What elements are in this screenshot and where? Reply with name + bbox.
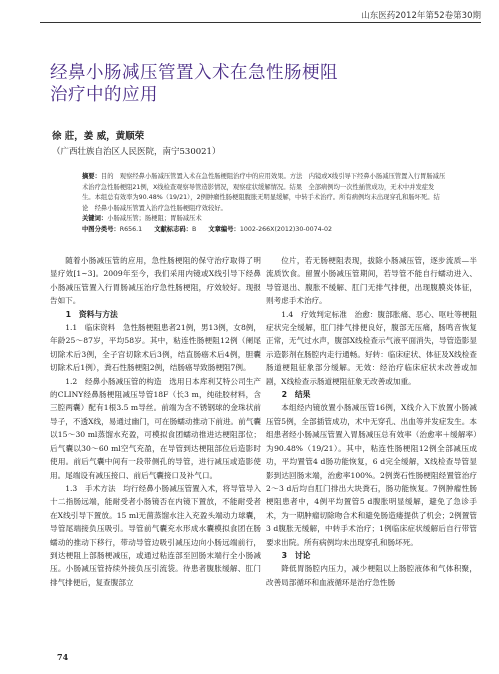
article-title — [50, 62, 470, 106]
abstract-label: 摘要： — [82, 173, 101, 180]
article-no-value: 1002-266X(2012)30-0074-02 — [239, 225, 332, 233]
running-header — [0, 0, 499, 26]
keywords-row — [82, 214, 446, 225]
section-heading: 3 讨论 — [281, 550, 311, 560]
author-list: 徐 莊，姜 威，黄顺荣 — [52, 131, 145, 142]
affiliation: （广西壮族自治区人民医院，南宁530021） — [52, 147, 221, 157]
abstract — [82, 172, 446, 235]
body-paragraph: 随着小肠减压管的应用，急性肠梗阻的保守治疗取得了明显疗效[1~3]。2009年至今，我们采用内镜或X线引导下经鼻小肠减压管置入行胃肠减压治疗急性肠梗阻，疗效较好。现报告如下。 — [50, 256, 261, 306]
clc-value: R656.1 — [119, 225, 143, 233]
body-paragraph: 位片，若无肠梗阻表现，拔除小肠减压管，逐步流质—半流质饮食。留置小肠减压管期间，若导管不能自行蠕动进入、导管退出、腹胀不缓解、肛门无排气排便，出现腹膜炎体征，则考虑手术治疗。 — [266, 256, 477, 306]
abstract-body — [82, 172, 446, 214]
doc-code-value: B — [191, 225, 197, 233]
journal-line: 山东医药2012年第52卷第30期 — [361, 11, 481, 21]
classification-row — [82, 225, 446, 236]
keywords-text: 小肠减压管；肠梗阻；胃肠减压术 — [107, 215, 202, 222]
body-column-left — [50, 254, 261, 589]
article-no-label: 文章编号： — [208, 225, 240, 233]
page-number: 74 — [57, 652, 69, 662]
body-column-right — [266, 254, 477, 589]
title-line-2: 治疗中的应用 — [50, 85, 158, 105]
keywords-label: 关键词： — [82, 215, 108, 222]
section-heading: 1 资料与方法 — [65, 309, 118, 319]
body-paragraph: 本组经内镜放置小肠减压管16例，X线介入下放置小肠减压管5例，全部插管成功，术中无穿孔、出血等并发症发生。本组患者经小肠减压管置入胃肠减压总有效率（治愈率＋缓解率）为90.48%（19/21）。其中，粘连性肠梗阻12例全部减压成功，平均置管4 d肠功能恢复，6 d完全缓解，X线检查导管显影到达回肠末端，治愈率100%。2例粪石性肠梗阻经置管治疗2～3 d后均自肛门排出大块粪石，肠功能恢复。7例肿瘤性肠梗阻患者中，4例平均置管5 d腹胀明显缓解，避免了急诊手术，为一期肿瘤切除吻合术和避免肠造瘘提供了机会；2例置管3 d腹胀无缓解，中转手术治疗；1例临床症状缓解后自行带管要求出院。所有病例均未出现穿孔和肠坏死。 — [266, 403, 477, 547]
body-paragraph: 1.1 临床资料 急性肠梗阻患者21例，男13例，女8例，年龄25～87岁，平均58岁。其中，粘连性肠梗阻12例（阑尾切除术后3例，全子宫切除术后3例，结直肠癌术后4例，胆囊切除术后1例），粪石性肠梗阻2例，结肠癌导致肠梗阻7例。 — [50, 323, 261, 373]
header-rule — [40, 22, 481, 23]
body-paragraph: 1.4 疗效判定标准 治愈：腹部胀痛、恶心、呕吐等梗阻症状完全缓解，肛门排气排便良好，腹部无压痛，肠鸣音恢复正常，无气过水声，腹部X线检查示气液平面消失，导管造影显示造影剂在肠腔内走行通畅。好转：临床症状、体征及X线检查肠道梗阻征象部分缓解。无效：经治疗临床症状未改善或加剧，X线检查示肠道梗阻征象无改善或加重。 — [266, 309, 477, 386]
body-paragraph: 降低胃肠腔内压力，减少梗阻以上肠腔液体和气体积聚，改善局部循环和血液循环是治疗急性肠 — [266, 564, 477, 587]
body-paragraph: 1.2 经鼻小肠减压管的构造 选用日本库利艾特公司生产的CLINY经鼻肠梗阻减压导管18F（长3 m，纯硅胶材料，含三腔两囊）配有1根3.5 m导丝。前端为含不锈钢球的金珠状前导子，不透X线，易通过幽门，可在肠蠕动推动下前进。前气囊以15～30 ml蒸馏水充盈，可模拟食团蠕动推进达梗阻部位；后气囊以30～60 ml空气充盈，在导管到达梗阻部位后造影时使用。前后气囊中间有一段带侧孔的导管，进行减压或造影使用。尾端设有减压接口、前后气囊接口及补气口。 — [50, 376, 261, 480]
title-line-1: 经鼻小肠减压管置入术在急性肠梗阻 — [50, 63, 338, 83]
doc-code-label: 文献标志码： — [154, 225, 192, 233]
body-paragraph: 1.3 手术方法 均行经鼻小肠减压管置入术，将导管导入十二指肠远端，能耐受者小肠镜否在内镜下置放，不能耐受者在X线引导下置放。15 ml无菌蒸馏水注入充盈头端动力球囊，导管尾端接负压吸引。导管前气囊充水形成水囊模拟食团在肠蠕动的推动下移行，带动导管边吸引减压边向小肠远端前行，到达梗阻上部肠梗减压，或通过粘连部至回肠末端行全小肠减压。小肠减压管持续外接负压引流袋。待患者腹胀缓解、肛门排气排便后，复查腹部立 — [50, 483, 261, 587]
abstract-text: 目的 观察经鼻小肠减压管置入术在急性肠梗阻治疗中的应用效果。方法 内镜或X线引导下经鼻小肠减压管置入行胃肠减压术治疗急性肠梗阻21例，X线检查观察导管造影情况，观察症状缓解情况。结果 全部病例均一次性插管成功，无术中并发症发生。本组总有效率为90.48%（19/21），2例肿瘤性肠梗阻腹胀无明显缓解，中转手术治疗。所有病例均未出现穿孔和肠坏死。结论 经鼻小肠减压管置入治疗急性肠梗阻疗效较好。 — [82, 173, 446, 212]
clc-label: 中图分类号： — [82, 225, 120, 233]
section-heading: 2 结果 — [281, 390, 311, 400]
